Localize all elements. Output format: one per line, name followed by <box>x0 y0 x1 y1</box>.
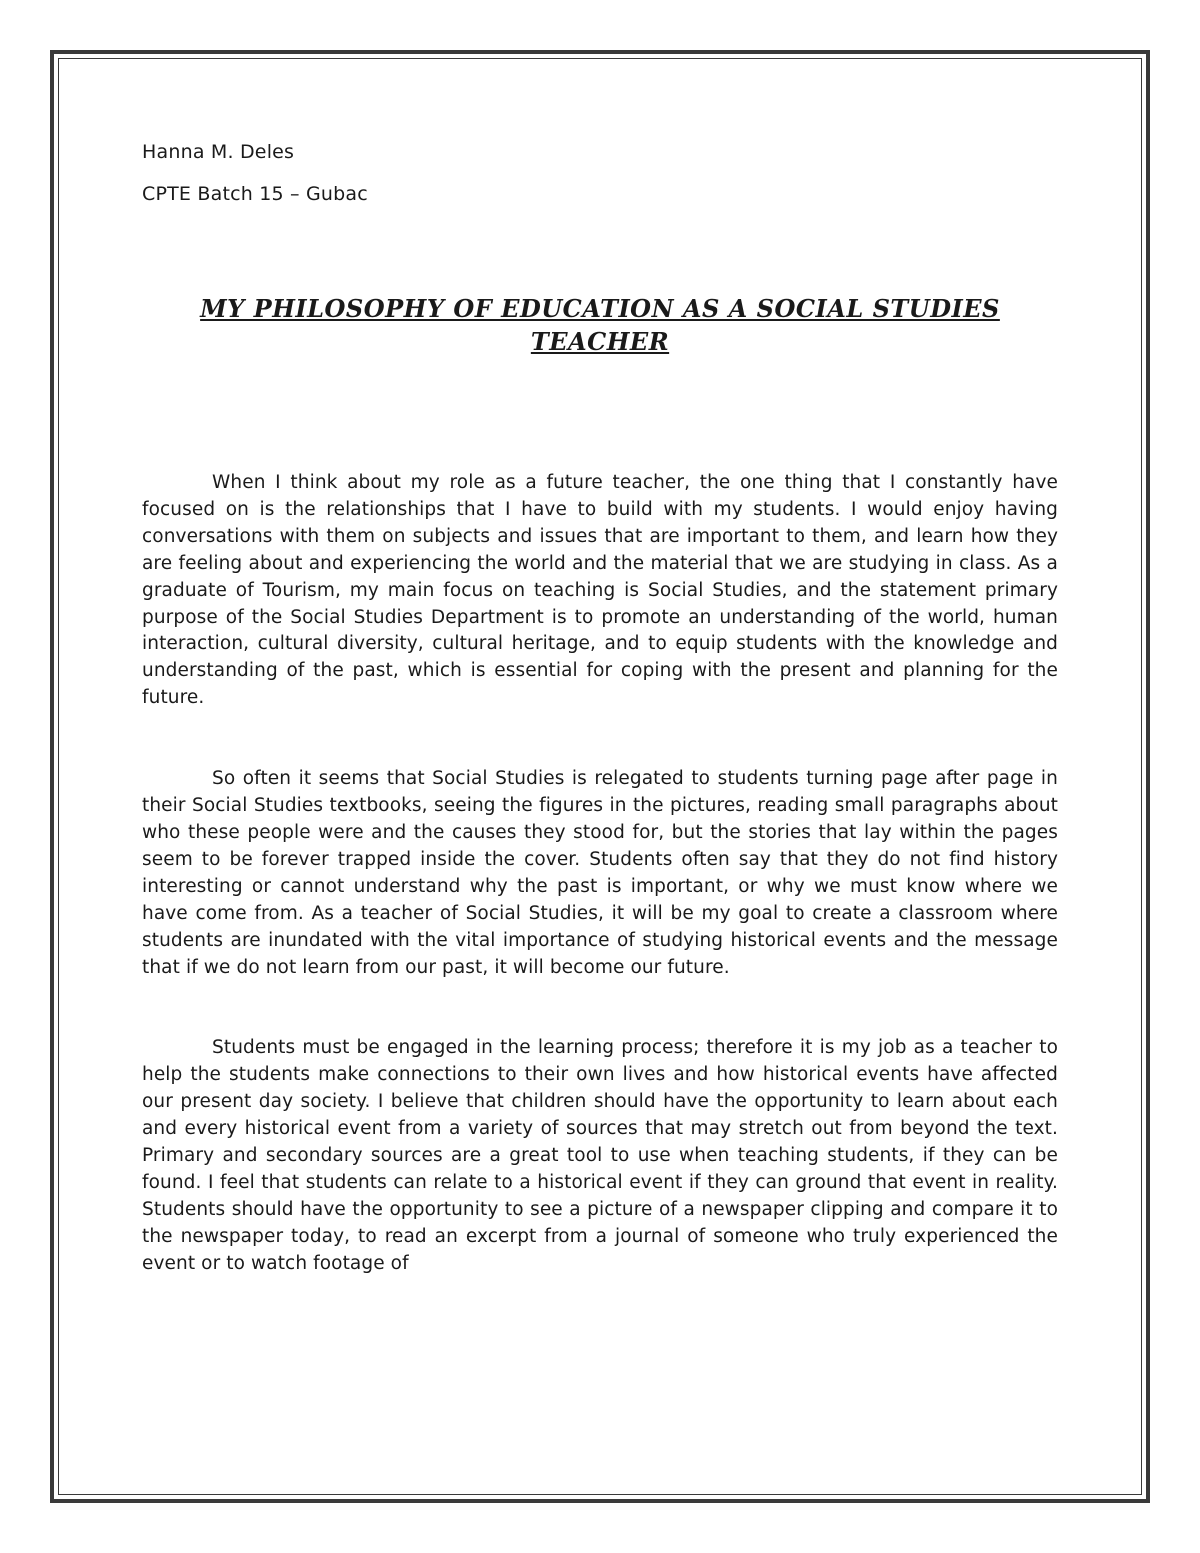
paragraph: Students must be engaged in the learning process; therefore it is my job as a teacher to help the students make connections to their own lives and how historical events have affected our present day society. I believe that children should have the opportunity to learn about each and every historical event from a variety of sources that may stretch out from beyond the text. Primary and secondary sources are a great tool to use when teaching students, if they can be found. I feel that students can relate to a historical event if they can ground that event in reality. Students should have the opportunity to see a picture of a newspaper clipping and compare it to the newspaper today, to read an excerpt from a journal of someone who truly experienced the event or to watch footage of <box>142 1037 1058 1274</box>
author-name: Hanna M. Deles <box>142 141 295 163</box>
document-content <box>142 138 1058 1332</box>
author-batch: CPTE Batch 15 – Gubac <box>142 183 368 205</box>
document-body <box>142 470 1058 1278</box>
paragraph: So often it seems that Social Studies is relegated to students turning page after page in their Social Studies textbooks, seeing the figures in the pictures, reading small paragraphs about who these people were and the causes they stood for, but the stories that lay within the pages seem to be forever trapped inside the cover. Students often say that they do not find history interesting or cannot understand why the past is important, or why we must know where we have come from. As a teacher of Social Studies, it will be my goal to create a classroom where students are inundated with the vital importance of studying historical events and the message that if we do not learn from our past, it will become our future. <box>142 768 1058 978</box>
document-title: MY PHILOSOPHY OF EDUCATION AS A SOCIAL STUDIES TEACHER <box>200 294 1000 356</box>
paragraph: When I think about my role as a future teacher, the one thing that I constantly have focused on is the relationships that I have to build with my students. I would enjoy having conversations with them on subjects and issues that are important to them, and learn how they are feeling about and experiencing the world and the material that we are studying in class. As a graduate of Tourism, my main focus on teaching is Social Studies, and the statement primary purpose of the Social Studies Department is to promote an understanding of the world, human interaction, cultural diversity, cultural heritage, and to equip students with the knowledge and understanding of the past, which is essential for coping with the present and planning for the future. <box>142 472 1058 709</box>
